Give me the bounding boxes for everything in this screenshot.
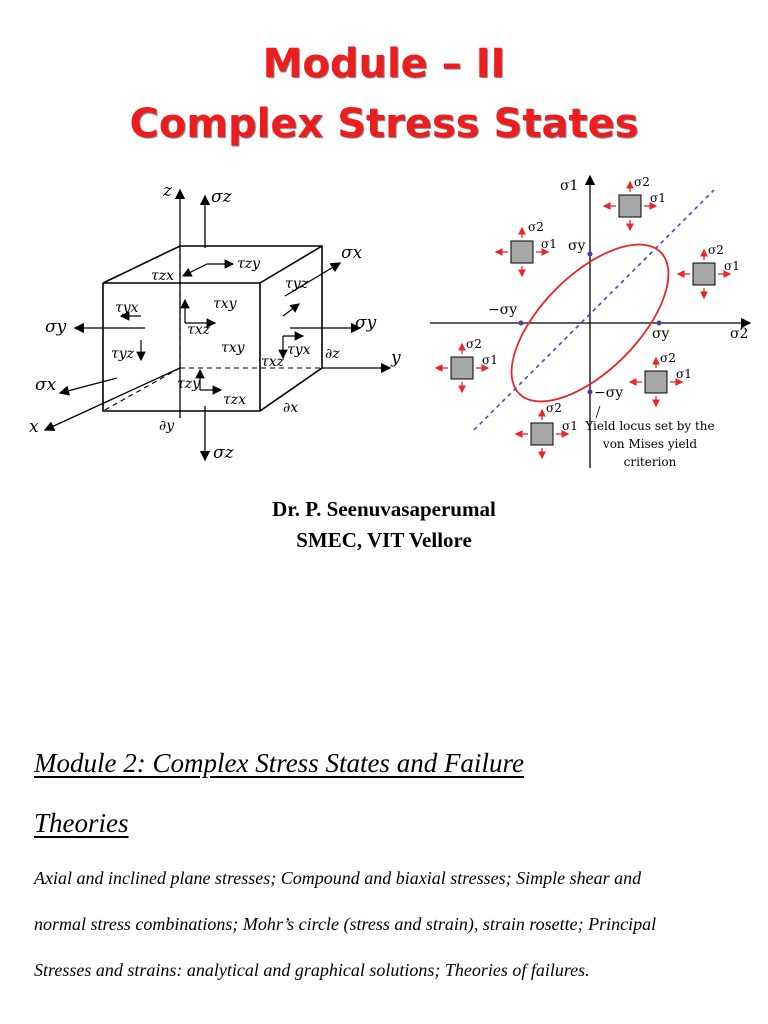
element-l-s1: σ1: [482, 353, 498, 367]
stress-element-bottom: [516, 410, 568, 458]
element-top-s1: σ1: [650, 191, 666, 205]
stress-element-upper-left: [496, 228, 548, 276]
sigma-z-bottom-label: σz: [213, 443, 234, 463]
element-top-s2: σ2: [634, 175, 650, 189]
stress-element-left: [436, 344, 488, 392]
syllabus-line-2: normal stress combinations; Mohr’s circle (stress and strain), strain rosette; Principal: [34, 914, 657, 934]
module-heading-line-2: Theories: [34, 808, 129, 838]
yield-locus-figure: [428, 168, 768, 478]
annotation-line-3: criterion: [623, 455, 677, 469]
element-r-s1: σ1: [724, 259, 740, 273]
dy-label: ∂y: [159, 418, 175, 434]
element-b-s2: σ2: [546, 401, 562, 415]
dx-label: ∂x: [283, 400, 299, 416]
element-b-s1: σ1: [562, 419, 578, 433]
syllabus-line-3: Stresses and strains: analytical and graphical solutions; Theories of failures.: [34, 960, 590, 980]
author-affiliation: SMEC, VIT Vellore: [296, 528, 472, 552]
tau-zy-bottom-label: τzy: [177, 376, 201, 392]
tau-xz-front-label: τxz: [187, 322, 211, 338]
sigma-y-left-label: σy: [45, 317, 67, 337]
title-line-2: Complex Stress States: [129, 101, 639, 147]
element-r-s2: σ2: [708, 243, 724, 257]
tau-xy-front-label: τxy: [213, 296, 237, 312]
sigma-x-right-label: σx: [341, 243, 363, 263]
element-lr-s2: σ2: [660, 351, 676, 365]
element-ul-s1: σ1: [541, 237, 557, 251]
tau-zx-bottom-label: τzx: [223, 392, 247, 408]
syllabus-line-1: Axial and inclined plane stresses; Compound and biaxial stresses; Simple shear and: [34, 868, 642, 888]
sigma-z-top-label: σz: [211, 187, 232, 207]
annotation-line-2: von Mises yield: [602, 437, 698, 451]
axis-sigma2-label: σ2: [730, 326, 749, 342]
axis-y-label: y: [391, 348, 401, 368]
tau-yz-left-label: τyz: [111, 346, 135, 362]
author-name: Dr. P. Seenuvasaperumal: [272, 497, 496, 521]
tau-yx-right-label: τyx: [287, 342, 311, 358]
tau-zx-top-label: τzx: [151, 268, 175, 284]
sigma-y-right-label: σy: [652, 326, 670, 342]
annotation-line-1: Yield locus set by the: [585, 419, 715, 433]
tau-yz-right-label: τyz: [285, 276, 309, 292]
sigma-x-left-label: σx: [35, 375, 57, 395]
title-line-1: Module – II: [262, 41, 506, 87]
axis-x-label: x: [29, 417, 39, 437]
dz-label: ∂z: [325, 346, 340, 362]
stress-element-top: [604, 182, 656, 230]
element-l-s2: σ2: [466, 337, 482, 351]
axis-sigma1-label: σ1: [560, 178, 579, 194]
tau-xy-lower-label: τxy: [221, 340, 245, 356]
tau-yx-left-label: τyx: [115, 300, 139, 316]
neg-sigma-y-bottom-label: −σy: [594, 385, 624, 401]
stress-element-lower-right: [630, 358, 682, 406]
tau-xz-right-label: τxz: [261, 354, 285, 370]
annotation-leader: [596, 406, 600, 418]
axis-z-label: z: [163, 181, 172, 201]
tau-zy-top-label: τzy: [237, 256, 261, 272]
sigma-y-top-label: σy: [568, 238, 586, 254]
sigma-y-right-label: σy: [355, 313, 377, 333]
element-ul-s2: σ2: [528, 220, 544, 234]
stress-cube-figure: [25, 168, 425, 478]
element-lr-s1: σ1: [676, 367, 692, 381]
stress-element-right: [678, 250, 730, 298]
neg-sigma-y-left-label: −σy: [488, 302, 518, 318]
module-heading-line-1: Module 2: Complex Stress States and Failure: [34, 748, 524, 778]
